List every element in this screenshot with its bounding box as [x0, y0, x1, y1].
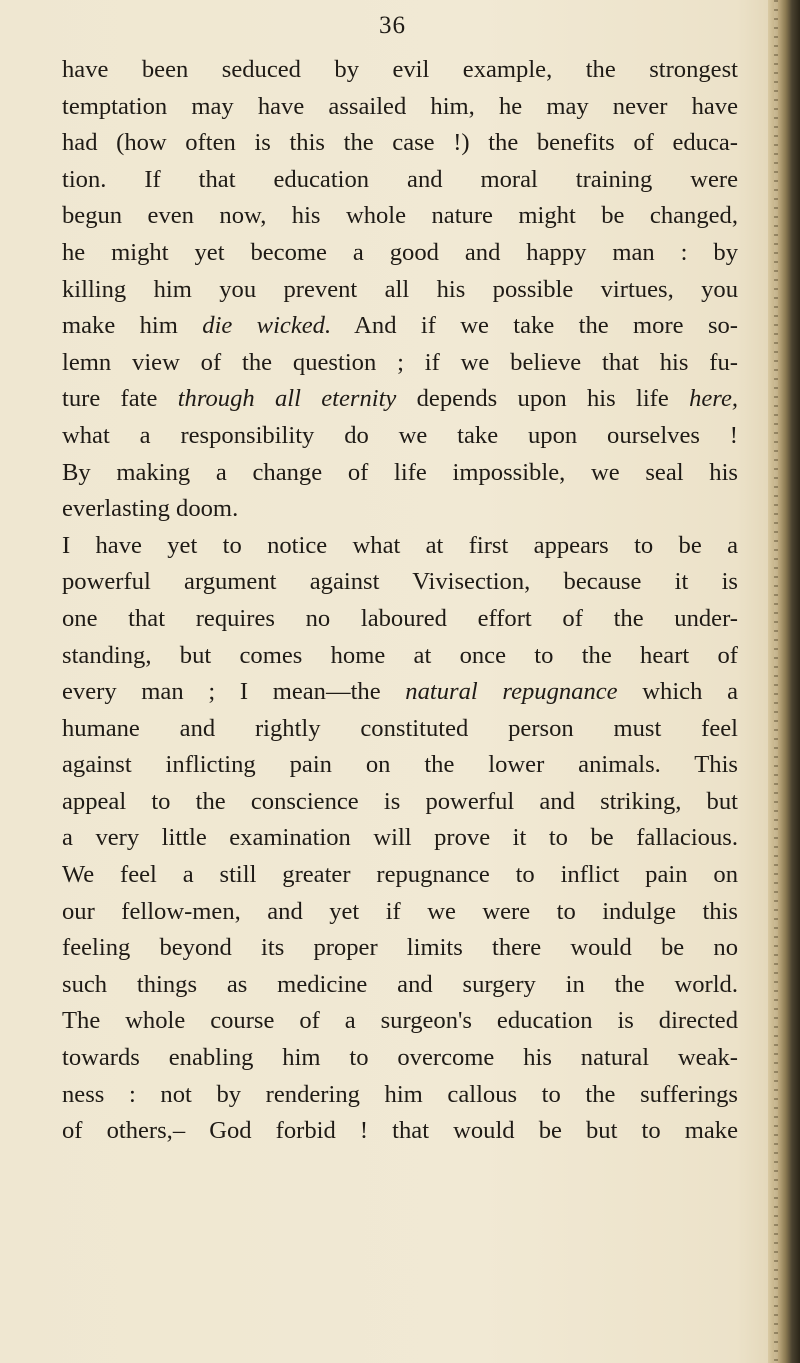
text-segment: By making a change of life impossible, we seal his — [62, 458, 738, 486]
text-segment: a very little examination will prove it to be fallacious. — [62, 824, 738, 852]
italic-text: through all eternity — [177, 385, 397, 413]
text-line — [62, 857, 738, 894]
text-line — [62, 1003, 738, 1040]
text-segment: such things as medicine and surgery in the world. — [62, 970, 738, 998]
italic-text: die wicked. — [202, 312, 332, 340]
page-body-text — [62, 52, 738, 1150]
text-segment: We feel a still greater repugnance to inflict pain on — [62, 861, 738, 889]
text-line — [62, 418, 738, 455]
text-segment: tion. If that education and moral training were — [62, 165, 738, 193]
italic-text: natural repugnance — [405, 678, 618, 706]
text-line — [62, 564, 738, 601]
text-segment: lemn view of the question ; if we believe that his fu- — [62, 348, 738, 376]
text-segment: ture fate — [62, 385, 178, 413]
text-segment: every man ; I mean—the — [62, 678, 406, 706]
text-segment: depends upon his life — [396, 385, 690, 413]
text-segment: what a responsibility do we take upon ourselves ! — [62, 421, 738, 449]
text-line — [62, 381, 738, 418]
text-segment: And if we take the more so- — [331, 312, 739, 340]
text-line — [62, 491, 738, 528]
text-line — [62, 89, 738, 126]
text-line — [62, 198, 738, 235]
text-line — [62, 967, 738, 1004]
text-segment: feeling beyond its proper limits there would be no — [62, 934, 738, 962]
text-segment: killing him you prevent all his possible virtues, you — [62, 275, 738, 303]
italic-text: here, — [689, 385, 739, 413]
text-segment: against inflicting pain on the lower animals. This — [62, 751, 738, 779]
text-line — [62, 784, 738, 821]
text-segment: had (how often is this the case !) the benefits of educa- — [62, 129, 738, 157]
text-segment: ness : not by rendering him callous to the sufferings — [62, 1080, 738, 1108]
text-segment: he might yet become a good and happy man : by — [62, 238, 738, 266]
text-line — [62, 272, 738, 309]
text-segment: powerful argument against Vivisection, because it is — [62, 568, 738, 596]
text-segment: begun even now, his whole nature might be changed, — [62, 202, 738, 230]
text-line — [62, 711, 738, 748]
text-line — [62, 820, 738, 857]
text-segment: everlasting doom. — [62, 495, 239, 523]
text-line — [62, 52, 738, 89]
page-number: 36 — [379, 12, 406, 39]
text-line — [62, 125, 738, 162]
text-line — [62, 638, 738, 675]
text-segment: of others,– God forbid ! that would be but to make — [62, 1117, 738, 1145]
text-line — [62, 894, 738, 931]
text-segment: towards enabling him to overcome his natural weak- — [62, 1044, 738, 1072]
text-segment: I have yet to notice what at first appears to be a — [62, 531, 738, 559]
text-line — [62, 930, 738, 967]
text-line — [62, 1040, 738, 1077]
text-segment: temptation may have assailed him, he may never have — [62, 92, 738, 120]
text-line — [62, 455, 738, 492]
text-segment: standing, but comes home at once to the heart of — [62, 641, 738, 669]
text-segment: one that requires no laboured effort of the under- — [62, 604, 738, 632]
text-segment: The whole course of a surgeon's education is directed — [62, 1007, 738, 1035]
text-line — [62, 674, 738, 711]
text-line — [62, 162, 738, 199]
text-line — [62, 345, 738, 382]
text-line — [62, 308, 738, 345]
text-line — [62, 747, 738, 784]
text-segment: which a — [617, 678, 738, 706]
text-line — [62, 528, 738, 565]
text-line — [62, 235, 738, 272]
text-segment: humane and rightly constituted person must feel — [62, 714, 738, 742]
text-segment: have been seduced by evil example, the strongest — [62, 56, 738, 83]
text-segment: appeal to the conscience is powerful and striking, but — [62, 787, 738, 815]
page-edge-binding — [768, 0, 800, 1363]
text-segment: our fellow-men, and yet if we were to indulge this — [62, 897, 738, 925]
text-line — [62, 601, 738, 638]
text-line — [62, 1113, 738, 1150]
text-line — [62, 1077, 738, 1114]
text-segment: make him — [62, 312, 203, 340]
